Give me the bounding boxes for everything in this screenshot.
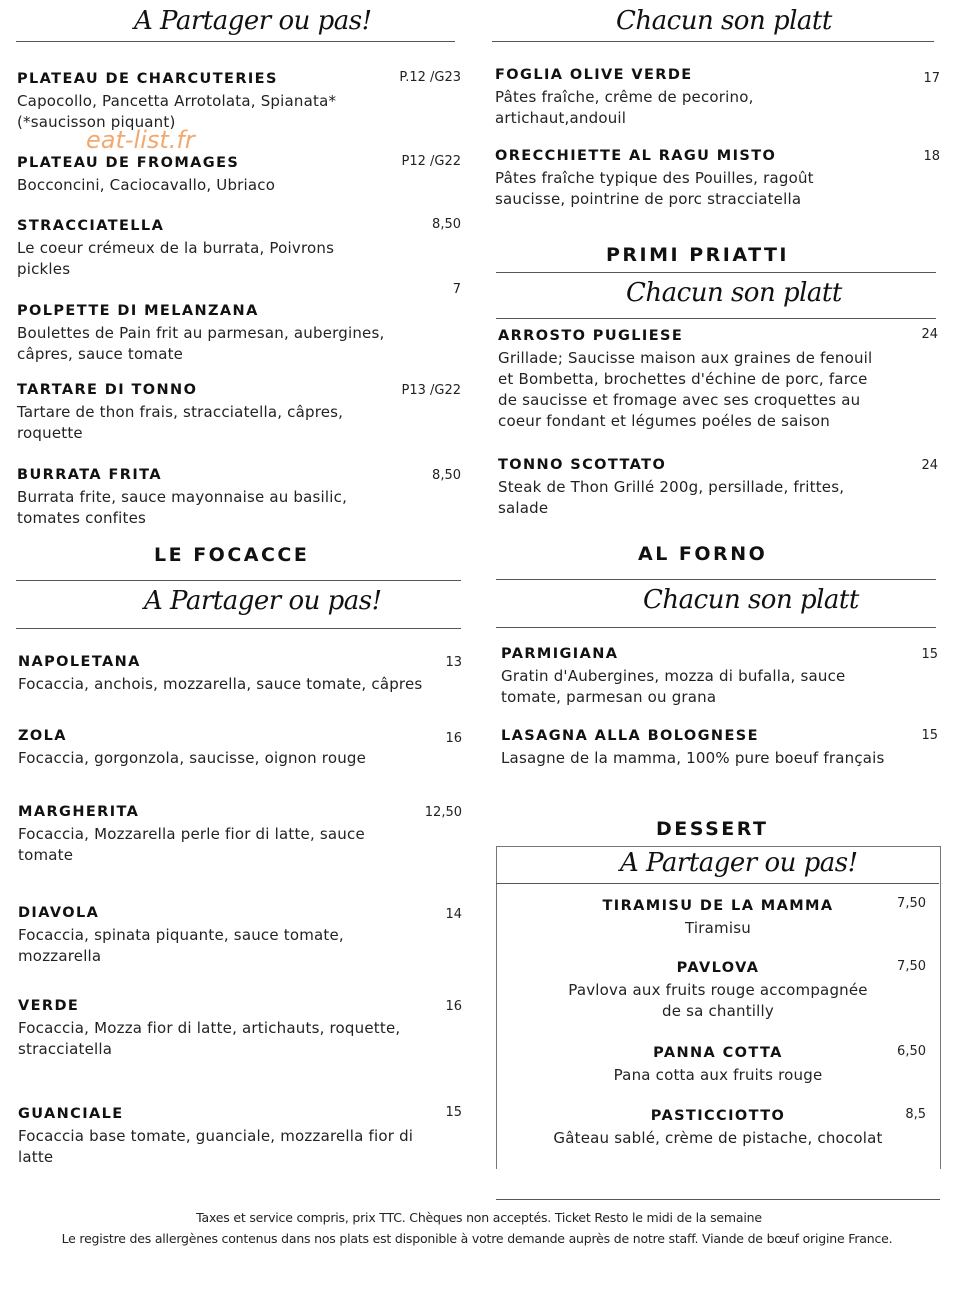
item-desc bbox=[495, 87, 895, 129]
item-name: ORECCHIETTE AL RAGU MISTO bbox=[495, 148, 777, 164]
item-desc bbox=[17, 91, 447, 133]
item-desc bbox=[17, 238, 447, 280]
item-price: 24 bbox=[921, 458, 938, 473]
item-name: TARTARE DI TONNO bbox=[17, 382, 198, 398]
item-desc-line: coeur fondant et légumes poéles de saison bbox=[498, 412, 830, 430]
item-desc-line: pickles bbox=[17, 260, 71, 278]
item-price: 15 bbox=[445, 1105, 462, 1120]
item-desc-line: câpres, sauce tomate bbox=[17, 345, 184, 363]
item-name: GUANCIALE bbox=[18, 1106, 124, 1122]
item-name: PANNA COTTA bbox=[653, 1045, 783, 1061]
item-desc-line: salade bbox=[498, 499, 549, 517]
footer-line-1: Taxes et service compris, prix TTC. Chèques non acceptés. Ticket Resto le midi de la semaine bbox=[196, 1210, 762, 1225]
item-desc-line: Pâtes fraîche, crême de pecorino, bbox=[495, 88, 754, 106]
item-desc bbox=[17, 402, 447, 444]
item-price: 6,50 bbox=[897, 1044, 926, 1059]
item-desc-line: Focaccia base tomate, guanciale, mozzarella fior di latte bbox=[18, 1127, 414, 1166]
item-price: 15 bbox=[921, 728, 938, 743]
item-price: 13 bbox=[445, 655, 462, 670]
item-desc-line: (*saucisson piquant) bbox=[17, 113, 176, 131]
item-price: 7,50 bbox=[897, 959, 926, 974]
item-desc bbox=[18, 824, 448, 866]
item-desc bbox=[18, 748, 448, 769]
divider bbox=[492, 41, 934, 42]
item-desc bbox=[518, 1128, 918, 1149]
item-desc-line: Pana cotta aux fruits rouge bbox=[613, 1066, 823, 1084]
item-desc bbox=[17, 175, 447, 196]
item-price: 12,50 bbox=[424, 805, 462, 820]
item-desc-line: Bocconcini, Caciocavallo, Ubriaco bbox=[17, 176, 276, 194]
item-desc bbox=[518, 980, 918, 1022]
item-price: 16 bbox=[445, 999, 462, 1014]
item-desc bbox=[18, 925, 448, 967]
item-desc-line: Gratin d'Aubergines, mozza di bufalla, sauce bbox=[501, 667, 846, 685]
item-name: MARGHERITA bbox=[18, 804, 140, 820]
tagline-share-focacce: A Partager ou pas! bbox=[144, 586, 382, 616]
tagline-each-top-right: Chacun son platt bbox=[616, 6, 832, 36]
item-desc-line: Grillade; Saucisse maison aux graines de fenouil bbox=[498, 349, 873, 367]
divider bbox=[496, 1199, 940, 1200]
item-name: TIRAMISU DE LA MAMMA bbox=[602, 898, 834, 914]
item-price: 15 bbox=[921, 647, 938, 662]
item-desc-line: tomates confites bbox=[17, 509, 147, 527]
item-price: 17 bbox=[923, 71, 940, 86]
section-title-dessert: DESSERT bbox=[656, 818, 769, 840]
section-title-forno: AL FORNO bbox=[638, 543, 768, 565]
item-desc-line: Capocollo, Pancetta Arrotolata, Spianata* bbox=[17, 92, 337, 110]
item-price: 7,50 bbox=[897, 896, 926, 911]
item-desc-line: stracciatella bbox=[18, 1040, 113, 1058]
item-desc-line: Focaccia, anchois, mozzarella, sauce tomate, câpres bbox=[18, 675, 423, 693]
item-name: PARMIGIANA bbox=[501, 646, 619, 662]
item-desc-line: Boulettes de Pain frit au parmesan, aubergines, bbox=[17, 324, 385, 342]
item-desc-line: Focaccia, gorgonzola, saucisse, oignon rouge bbox=[18, 749, 367, 767]
item-desc bbox=[18, 1018, 448, 1060]
divider bbox=[16, 41, 455, 42]
item-desc-line: Tiramisu bbox=[685, 919, 751, 937]
item-price: 8,50 bbox=[432, 217, 461, 232]
item-desc-line: tomate, parmesan ou grana bbox=[501, 688, 717, 706]
item-price: 8,50 bbox=[432, 468, 461, 483]
item-price: 18 bbox=[923, 149, 940, 164]
item-desc-line: Focaccia, spinata piquante, sauce tomate, bbox=[18, 926, 344, 944]
section-title-focacce: LE FOCACCE bbox=[154, 544, 310, 566]
item-price: 7 bbox=[452, 282, 461, 297]
footer-line-2: Le registre des allergènes contenus dans nos plats est disponible à votre demande auprès de notre staff. Viande de bœuf origine France. bbox=[61, 1231, 893, 1246]
item-desc-line: artichaut,andouil bbox=[495, 109, 627, 127]
item-desc-line: Pavlova aux fruits rouge accompagnée bbox=[568, 981, 868, 999]
item-desc-line: de sa chantilly bbox=[661, 1002, 774, 1020]
item-desc-line: Focaccia, Mozza fior di latte, artichauts, roquette, bbox=[18, 1019, 401, 1037]
item-desc bbox=[18, 674, 448, 695]
item-name: FOGLIA OLIVE VERDE bbox=[495, 67, 693, 83]
item-name: PAVLOVA bbox=[676, 960, 760, 976]
item-name: POLPETTE DI MELANZANA bbox=[17, 303, 259, 319]
item-desc-line: tomate bbox=[18, 846, 74, 864]
item-desc-line: Pâtes fraîche typique des Pouilles, ragoût bbox=[495, 169, 814, 187]
divider bbox=[16, 580, 461, 581]
item-price: P13 /G22 bbox=[401, 383, 461, 398]
item-name: STRACCIATELLA bbox=[17, 218, 165, 234]
item-desc-line: Burrata frite, sauce mayonnaise au basilic, bbox=[17, 488, 348, 506]
item-price: 24 bbox=[921, 327, 938, 342]
item-price: P12 /G22 bbox=[401, 154, 461, 169]
divider bbox=[496, 272, 936, 273]
item-desc-line: Steak de Thon Grillé 200g, persillade, frittes, bbox=[498, 478, 845, 496]
tagline-each-forno: Chacun son platt bbox=[643, 585, 859, 615]
divider bbox=[496, 883, 939, 884]
item-price: 14 bbox=[445, 907, 462, 922]
item-desc-line: saucisse, pointrine de porc stracciatella bbox=[495, 190, 802, 208]
item-price: 8,5 bbox=[905, 1107, 926, 1122]
item-name: BURRATA FRITA bbox=[17, 467, 162, 483]
item-desc-line: Lasagne de la mamma, 100% pure boeuf français bbox=[501, 749, 885, 767]
item-name: VERDE bbox=[18, 998, 80, 1014]
tagline-share-top-left: A Partager ou pas! bbox=[134, 6, 372, 36]
divider bbox=[496, 579, 936, 580]
item-desc bbox=[17, 323, 447, 365]
item-name: TONNO SCOTTATO bbox=[498, 457, 667, 473]
item-desc bbox=[495, 168, 895, 210]
item-name: NAPOLETANA bbox=[18, 654, 141, 670]
item-name: DIAVOLA bbox=[18, 905, 100, 921]
divider bbox=[496, 627, 936, 628]
item-desc bbox=[501, 748, 911, 769]
item-desc-line: de saucisse et fromage avec ses croquettes au bbox=[498, 391, 861, 409]
item-desc bbox=[498, 477, 898, 519]
watermark: eat-list.fr bbox=[86, 126, 195, 154]
item-desc-line: et Bombetta, brochettes d'échine de porc, farce bbox=[498, 370, 868, 388]
item-desc bbox=[17, 487, 447, 529]
item-desc-line: Le coeur crémeux de la burrata, Poivrons bbox=[17, 239, 335, 257]
divider bbox=[16, 628, 461, 629]
item-name: ARROSTO PUGLIESE bbox=[498, 328, 684, 344]
item-name: PLATEAU DE FROMAGES bbox=[17, 155, 240, 171]
item-desc-line: mozzarella bbox=[18, 947, 102, 965]
tagline-share-dessert: A Partager ou pas! bbox=[620, 848, 858, 878]
item-desc bbox=[498, 348, 898, 432]
item-name: LASAGNA ALLA BOLOGNESE bbox=[501, 728, 759, 744]
item-desc bbox=[518, 918, 918, 939]
item-desc bbox=[18, 1126, 448, 1168]
item-desc-line: roquette bbox=[17, 424, 83, 442]
item-price: 16 bbox=[445, 731, 462, 746]
item-desc-line: Focaccia, Mozzarella perle fior di latte, sauce bbox=[18, 825, 365, 843]
item-price: P.12 /G23 bbox=[399, 70, 461, 85]
tagline-each-primi: Chacun son platt bbox=[626, 278, 842, 308]
section-title-primi: PRIMI PRIATTI bbox=[606, 244, 789, 266]
divider bbox=[496, 318, 936, 319]
item-desc-line: Gâteau sablé, crème de pistache, chocolat bbox=[553, 1129, 883, 1147]
item-desc bbox=[501, 666, 911, 708]
item-name: PASTICCIOTTO bbox=[650, 1108, 786, 1124]
item-desc-line: Tartare de thon frais, stracciatella, câpres, bbox=[17, 403, 344, 421]
item-desc bbox=[518, 1065, 918, 1086]
item-name: PLATEAU DE CHARCUTERIES bbox=[17, 71, 278, 87]
item-name: ZOLA bbox=[18, 728, 67, 744]
